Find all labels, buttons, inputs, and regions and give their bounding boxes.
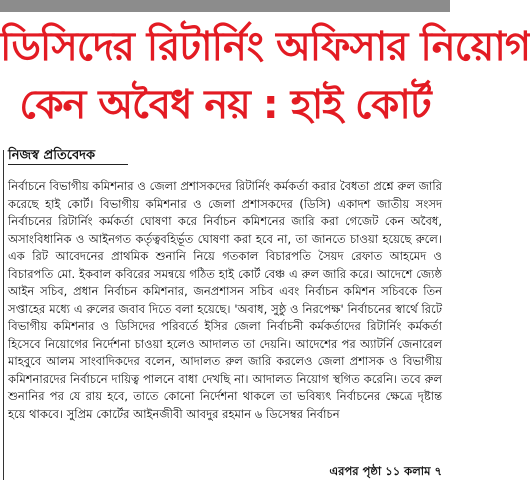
article-body: নির্বাচনে বিভাগীয় কমিশনার ও জেলা প্রশাসকদের রিটার্নিং কর্মকর্তা করার বৈধতা প্রশ্নে রুল জারি করেছে হাই কোর্ট। বিভাগীয় কমিশনার ও জেলা প্রশাসকদের (ডিসি) একাদশ জাতীয় সংসদ নির্বাচনের রিটার্নিং কর্মকর্তা ঘোষণা করে নির্বাচন কমিশনের জারি করা গেজেট কেন অবৈধ, অসাংবিধানিক ও আইনগত কর্তৃত্ববহির্ভূত ঘোষণা করা হবে না, তা জানতে চাওয়া হয়েছে রুলে। এক রিট আবেদনের প্রাথমিক শুনানি নিয়ে গতকাল বিচারপতি সৈয়দ রেফাত আহমেদ ও বিচারপতি মো. ইকবাল কবিরের সমন্বয়ে গঠিত হাই কোর্ট বেঞ্চ এ রুল জারি করে। আদেশে জ্যেষ্ঠ আইন সচিব, প্রধান নির্বাচন কমিশনার, জনপ্রশাসন সচিব এবং নির্বাচন কমিশন সচিবকে তিন সপ্তাহের মধ্যে এ রুলের জবাব দিতে বলা হয়েছে। 'অবাধ, সুষ্ঠু ও নিরপেক্ষ' নির্বাচনের স্বার্থে রিটে বিভাগীয় কমিশনার ও ডিসিদের পরিবর্তে ইসির জেলা নির্বাচনী কর্মকর্তাদের রিটার্নিং কর্মকর্তা হিসেবে নিয়োগের নির্দেশনা চাওয়া হলেও আদালত তা দেয়নি। আদেশের পর অ্যাটর্নি জেনারেল মাহবুবে আলম সাংবাদিকদের বলেন, আদালত রুল জারি করলেও জেলা প্রশাসক ও বিভাগীয় কমিশনারদের নির্বাচনে দায়িত্ব পালনে বাধা দেখছি না। আদালত নিয়োগ স্থগিত করেনি। তবে রুল শুনানির পর যে রায় হবে, তাতে কোনো নির্দেশনা থাকলে তা ভবিষ্যৎ নির্বাচনের ক্ষেত্রে দৃষ্টান্ত হয়ে থাকবে। সুপ্রিম কোর্টের আইনজীবী আবদুর রহমান ৬ ডিসেম্বর নির্বাচন bbox=[8, 179, 442, 421]
continuation-note: এরপর পৃষ্ঠা ১১ কলাম ৭ bbox=[325, 463, 442, 482]
byline-underline bbox=[8, 164, 128, 165]
byline: নিজস্ব প্রতিবেদক bbox=[8, 148, 96, 163]
top-rule bbox=[0, 0, 450, 12]
column-rule bbox=[3, 150, 4, 480]
headline-line-1: ডিসিদের রিটার্নিং অফিসার নিয়োগ bbox=[0, 24, 530, 70]
byline-block bbox=[0, 140, 450, 174]
headline bbox=[0, 18, 530, 134]
headline-line-2: কেন অবৈধ নয় : হাই কোর্ট bbox=[19, 82, 431, 128]
